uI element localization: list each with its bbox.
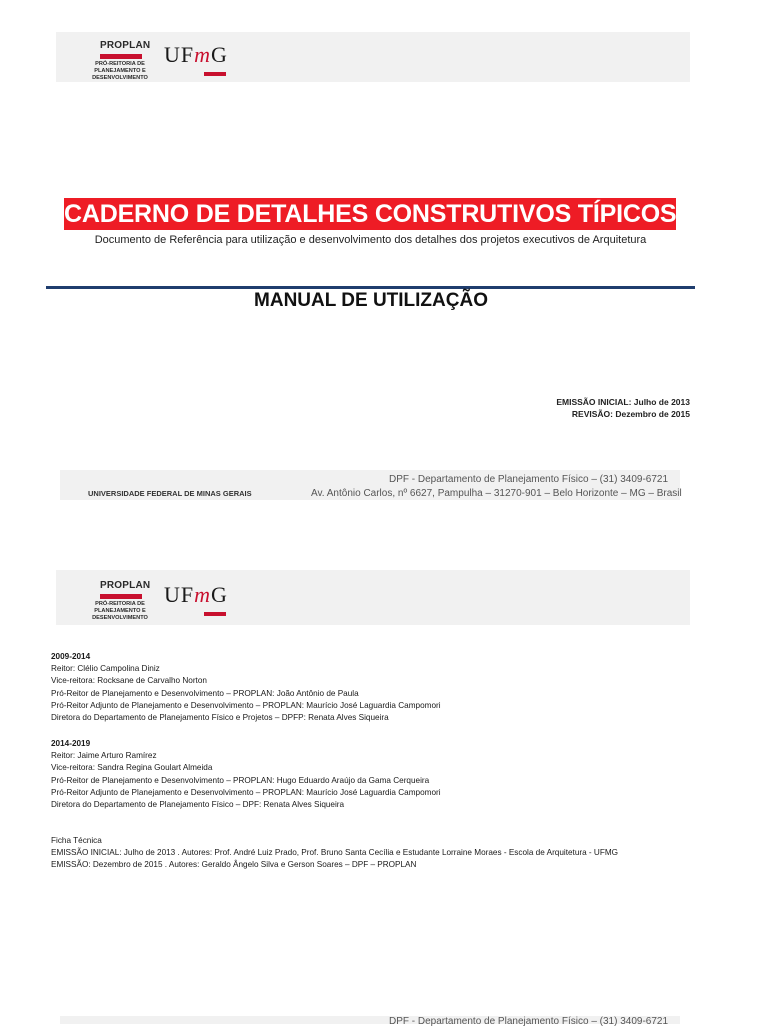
footer-university: UNIVERSIDADE FEDERAL DE MINAS GERAIS (88, 489, 252, 498)
credits-period-1 (51, 651, 441, 724)
proplan-subtitle: PRÓ-REITORIA DE PLANEJAMENTO E DESENVOLVIMENTO (92, 61, 148, 81)
ufmg-red-bar (204, 612, 226, 616)
emission-initial: EMISSÃO INICIAL: Julho de 2013 (556, 397, 690, 407)
credit-line: Pró-Reitor de Planejamento e Desenvolvimento – PROPLAN: Hugo Eduardo Araújo da Gama Cerqueira (51, 775, 430, 785)
credit-line: Diretora do Departamento de Planejamento Físico e Projetos – DPFP: Renata Alves Siqueira (51, 712, 389, 722)
proplan-red-bar (100, 54, 142, 59)
technical-line: EMISSÃO: Dezembro de 2015 . Autores: Geraldo Ângelo Silva e Gerson Soares – DPF – PROPLAN (51, 860, 417, 870)
credit-line: Pró-Reitor Adjunto de Planejamento e Desenvolvimento – PROPLAN: Maurício José Laguardia Campomori (51, 787, 441, 797)
technical-sheet-heading: Ficha Técnica (51, 836, 102, 845)
footer-department: DPF - Departamento de Planejamento Físico – (31) 3409-6721 (389, 474, 669, 485)
credit-line: Reitor: Jaime Arturo Ramírez (51, 751, 157, 761)
footer (46, 470, 696, 498)
document-subtitle: Documento de Referência para utilização e desenvolvimento dos detalhes dos projetos executivos de Arquitetura (94, 234, 647, 246)
footer-address: Av. Antônio Carlos, nº 6627, Pampulha – 31270-901 – Belo Horizonte – MG – Brasil (311, 488, 682, 499)
header-logo (86, 580, 266, 636)
header-logo (86, 40, 266, 96)
ufmg-logo: UFmG (164, 42, 228, 67)
proplan-subtitle: PRÓ-REITORIA DE PLANEJAMENTO E DESENVOLVIMENTO (92, 601, 148, 621)
period-years: 2009-2014 (51, 652, 91, 661)
credit-line: Pró-Reitor de Planejamento e Desenvolvimento – PROPLAN: João Antônio de Paula (51, 688, 359, 698)
credit-line: Reitor: Clélio Campolina Diniz (51, 664, 160, 674)
proplan-logo-text: PROPLAN (100, 580, 151, 591)
credit-line: Pró-Reitor Adjunto de Planejamento e Desenvolvimento – PROPLAN: Maurício José Laguardia Campomori (51, 700, 441, 710)
ufmg-logo: UFmG (164, 582, 228, 607)
footer-department-partial: DPF - Departamento de Planejamento Físico – (31) 3409-6721 (389, 1016, 669, 1027)
document-title: CADERNO DE DETALHES CONSTRUTIVOS TÍPICOS (64, 200, 677, 228)
ufmg-red-bar (204, 72, 226, 76)
credit-line: Vice-reitora: Sandra Regina Goulart Almeida (51, 763, 213, 773)
revision-date: REVISÃO: Dezembro de 2015 (571, 409, 690, 419)
proplan-logo-text: PROPLAN (100, 40, 151, 51)
manual-heading: MANUAL DE UTILIZAÇÃO (254, 290, 488, 311)
title-divider (46, 286, 695, 289)
period-years: 2014-2019 (51, 739, 91, 748)
technical-sheet (51, 835, 618, 872)
credits-period-2 (51, 738, 441, 811)
technical-line: EMISSÃO INICIAL: Julho de 2013 . Autores: Prof. André Luiz Prado, Prof. Bruno Santa Cecília e Estudante Lorraine Moraes - Escola de Arquitetura - UFMG (51, 848, 619, 858)
credit-line: Diretora do Departamento de Planejamento Físico – DPF: Renata Alves Siqueira (51, 799, 345, 809)
proplan-red-bar (100, 594, 142, 599)
credit-line: Vice-reitora: Rocksane de Carvalho Norton (51, 676, 207, 686)
